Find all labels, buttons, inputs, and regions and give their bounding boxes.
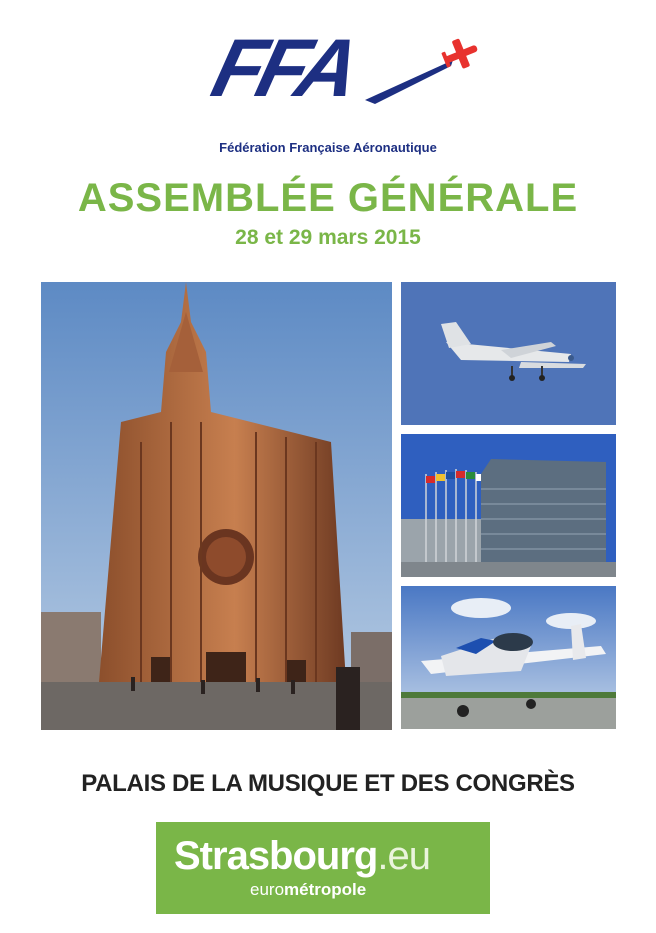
event-title: ASSEMBLÉE GÉNÉRALE [77,176,579,220]
strasbourg-tld: .eu [377,834,430,878]
ffa-letters: FFA [203,23,364,114]
eurometropole-prefix: euro [250,880,285,899]
logo-swoosh [365,60,453,104]
eurometropole-bold: métropole [284,880,367,899]
light-plane-photo [401,586,616,729]
electric-plane-photo [401,282,616,425]
eurometropole-label [250,880,366,900]
venue-name: PALAIS DE LA MUSIQUE ET DES CONGRÈS [81,770,575,797]
event-date: 28 et 29 mars 2015 [235,226,421,249]
cathedral-photo [41,282,392,730]
strasbourg-name: Strasbourg [174,834,378,878]
federation-name: Fédération Française Aéronautique [219,140,437,155]
ffa-logo [203,23,495,123]
strasbourg-wordmark [174,834,430,879]
parliament-photo [401,434,616,577]
strasbourg-eurometropole-logo [156,822,490,914]
